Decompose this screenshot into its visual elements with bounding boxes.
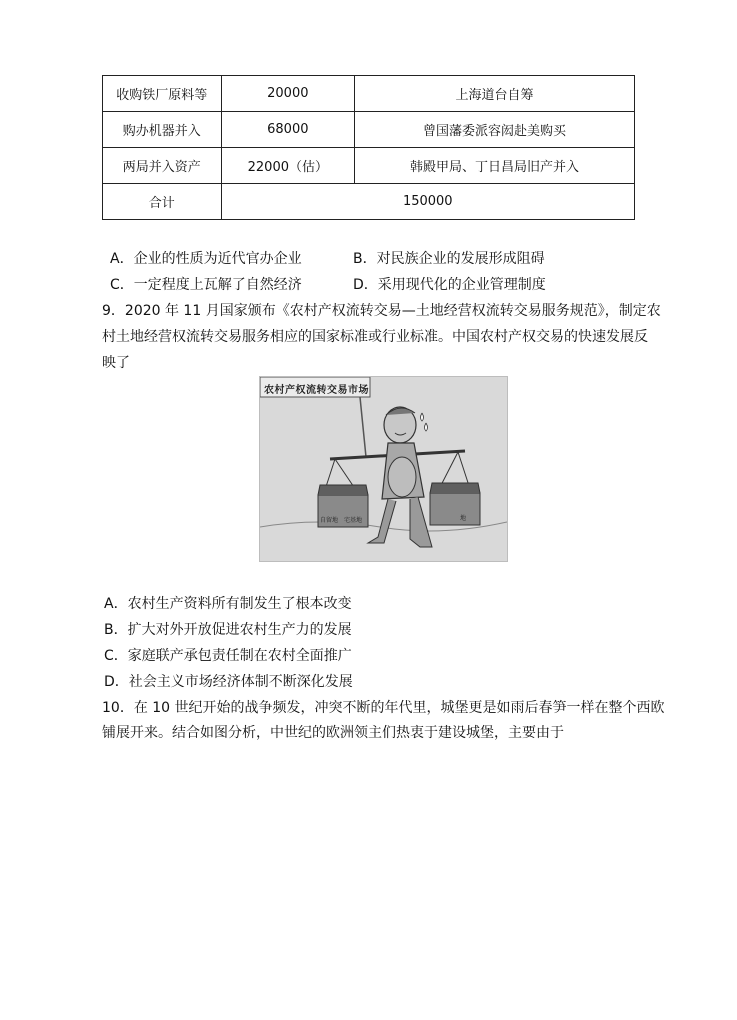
q9-option-c[interactable]: C．家庭联产承包责任制在农村全面推广 (104, 648, 352, 664)
basket-label-right: 地 (460, 515, 467, 522)
table-row (103, 112, 635, 148)
table-cell-amount: 68000 (221, 112, 355, 148)
table-cell-amount: 20000 (221, 76, 355, 112)
basket-label-left-1: 自留地 (320, 517, 339, 524)
table-row-total (103, 184, 635, 220)
table-cell-item: 收购铁厂原料等 (103, 76, 222, 112)
farmer-cartoon-drawing (260, 377, 507, 561)
table-row (103, 76, 635, 112)
q9-stem-line-2: 村土地经营权流转交易服务相应的国家标准或行业标准。中国农村产权交易的快速发展反 (102, 329, 648, 345)
q9-stem-line-3: 映了 (102, 355, 130, 371)
table-cell-total-value: 150000 (221, 184, 634, 220)
basket-label-left-2: 宅基地 (344, 517, 363, 524)
q8-options-row-2 (110, 275, 546, 295)
table-cell-total-label: 合计 (103, 184, 222, 220)
table-row (103, 148, 635, 184)
q8-option-b[interactable]: B．对民族企业的发展形成阻碍 (353, 251, 545, 267)
table-cell-item: 两局并入资产 (103, 148, 222, 184)
table-cell-amount: 22000（估） (221, 148, 355, 184)
q9-option-b[interactable]: B．扩大对外开放促进农村生产力的发展 (104, 622, 352, 638)
q8-option-c[interactable]: C．一定程度上瓦解了自然经济 (110, 277, 302, 293)
table-cell-source: 上海道台自筹 (355, 76, 635, 112)
q10-stem-line-1: 10．在 10 世纪开始的战争频发，冲突不断的年代里，城堡更是如雨后春笋一样在整个西欧 (102, 700, 665, 716)
cost-table (102, 75, 635, 220)
table-cell-item: 购办机器并入 (103, 112, 222, 148)
farmer-cartoon (259, 376, 508, 562)
q9-option-a[interactable]: A．农村生产资料所有制发生了根本改变 (104, 596, 352, 612)
q10-stem-line-2: 铺展开来。结合如图分析，中世纪的欧洲领主们热衷于建设城堡，主要由于 (102, 725, 564, 741)
table-cell-source: 韩殿甲局、丁日昌局旧产并入 (355, 148, 635, 184)
q8-option-d[interactable]: D．采用现代化的企业管理制度 (353, 277, 546, 293)
q8-option-a[interactable]: A．企业的性质为近代官办企业 (110, 251, 302, 267)
table-cell-source: 曾国藩委派容闳赴美购买 (355, 112, 635, 148)
q9-stem-line-1: 9．2020 年 11 月国家颁布《农村产权流转交易—土地经营权流转交易服务规范》，制定农 (102, 303, 661, 319)
q9-option-d[interactable]: D．社会主义市场经济体制不断深化发展 (104, 674, 353, 690)
q8-options-row-1 (110, 249, 545, 269)
market-sign: 农村产权流转交易市场 (264, 385, 369, 396)
